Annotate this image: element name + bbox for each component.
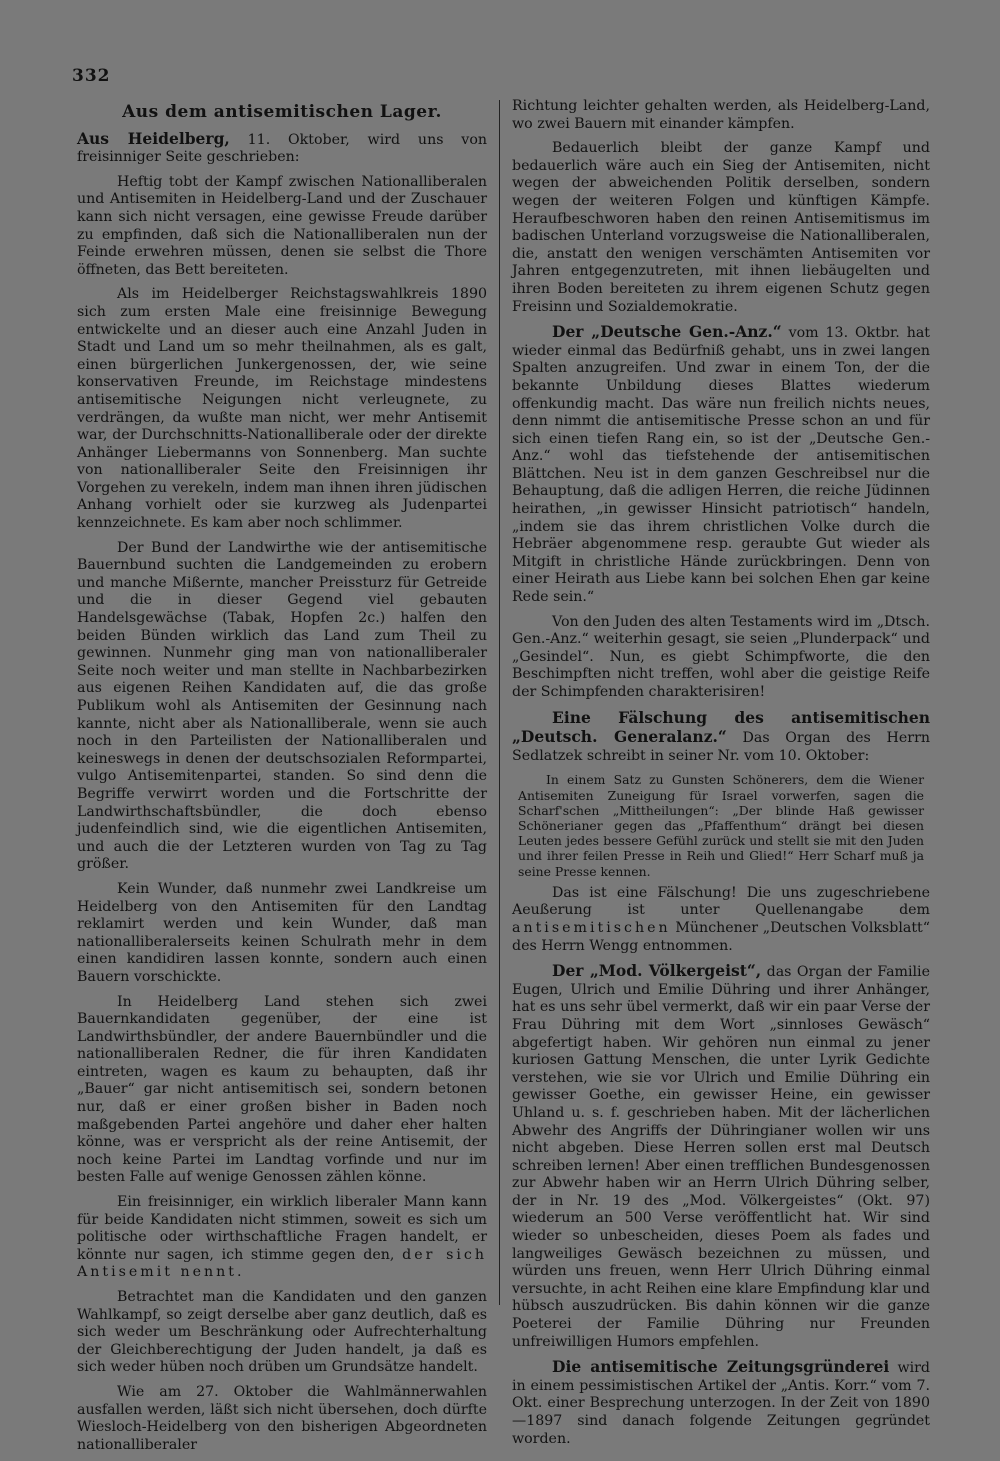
article-voelkergeist — [512, 962, 930, 1351]
column-divider — [499, 100, 500, 1305]
quoted-passage: In einem Satz zu Gunsten Schönerers, dem die Wiener Antisemiten Zuneigung für Israel vorwerfen, sagen die Scharf'schen „Mittheilungen“: „Der blinde Haß gewisser Schönerianer gegen das „Pfaffenthum“ drängt bei diesen Leuten jedes bessere Gefühl zurück und stellt sie mit den Juden und ihrer feilen Presse in Reih und Glied!“ Herr Scharf muß ja seine Presse kennen. — [518, 772, 924, 879]
paragraph-text: 11. Oktober, wird uns von freisinniger Seite geschrieben: — [77, 131, 488, 166]
paragraph: Bedauerlich bleibt der ganze Kampf und bedauerlich wäre auch ein Sieg der Antisemiten, nicht wegen der abweichenden Politik derselben, sondern wegen der weiteren Folgen und künftigen Kämpfe. Heraufbeschworen haben den reinen Antisemitismus im badischen Unterland vorzugsweise die Nationalliberalen, die, anstatt den wenigen verschämten Antisemiten vor Jahren entgegenzutreten, mit ihnen liebäugelten und ihren Boden bereiteten zu ihrem eigenen Schutz gegen Freisinn und Sozialdemokratie. — [512, 140, 930, 315]
paragraph-text: Das Organ des Herrn Sedlatzek schreibt in seiner Nr. vom 10. Oktober: — [512, 730, 930, 764]
left-column — [77, 98, 487, 1461]
paragraph: Heftig tobt der Kampf zwischen Nationalliberalen und Antisemiten in Heidelberg-Land und der Zuschauer kann sich nicht versagen, eine gewisse Freude darüber zu empfinden, daß sich die Nationalliberalen nun der Feinde erwehren müssen, denen sie selbst die Thore öffneten, das Bett bereiteten. — [77, 173, 487, 278]
paragraph-text: wird in einem pessimistischen Artikel der „Antis. Korr.“ vom 7. Okt. einer Besprechung unterzogen. In der Zeit von 1890—1897 sind danach folgende Zeitungen gegründet worden. — [512, 1360, 930, 1447]
paragraph: In Heidelberg Land stehen sich zwei Bauernkandidaten gegenüber, der eine ist Landwirthsbündler, der andere Bauernbündler und die nationalliberalen Redner, die für ihren Kandidaten eintreten, wagen es kaum zu behaupten, daß ihr „Bauer“ gar nicht antisemitisch sei, sondern betonen nur, daß er einer großen bisher in Baden noch maßgebenden Partei angehöre und daher eher halten könne, was er verspricht als der reine Antisemit, der noch keine Partei im Landtag vorfinde und nur im besten Falle auf wenige Genossen zählen könne. — [77, 993, 487, 1186]
right-column — [512, 98, 930, 1455]
paragraph: Als im Heidelberger Reichstagswahlkreis 1890 sich zum ersten Male eine freisinnige Bewegung entwickelte und an dieser auch eine Anzahl Juden in Stadt und Land um so mehr theilnahmen, als es galt, einen bürgerlichen Junkergenossen, der, wie seine konservativen Freunde, im Reichstage mindestens antisemitische Neigungen nicht verleugnete, zu verdrängen, da wußte man nicht, wer mehr Antisemit war, der Durchschnitts-Nationalliberale oder der direkte Anhänger Liebermanns von Sonnenberg. Man suchte von nationalliberaler Seite den Freisinnigen ihr Vorgehen zu verekeln, indem man ihnen ihren jüdischen Anhang vorhielt oder sie kurzweg als Judenpartei kennzeichnete. Es kam aber noch schlimmer. — [77, 286, 487, 532]
article-heading: Der „Mod. Völkergeist“, — [552, 961, 762, 981]
paragraph-text: vom 13. Oktbr. hat wieder einmal das Bedürfniß gehabt, uns in zwei langen Spalten anzugreifen. Und zwar in einem Ton, der die bekannte Unbildung dieses Blattes wiederum offenkundig macht. Das wäre nun freilich nichts neues, denn nimmt die antisemitische Presse schon an und für sich einen tiefen Rang ein, so ist der „Deutsche Gen.-Anz.“ wohl das tiefstehende der antisemitischen Blättchen. Neu ist in dem ganzen Geschreibsel nur die Behauptung, daß die adligen Herren, die reiche Jüdinnen heirathen, „in gewisser Hinsicht patriotisch“ handeln, „indem sie das ihrem christlichen Volke durch die Hebräer abgenommene resp. geraubte Gut wieder als Mitgift in christliche Hände zurückbringen. Denn von einer Heirath aus Liebe kann bei solchen Ehen gar keine Rede sein.“ — [512, 325, 930, 606]
paragraph: Der Bund der Landwirthe wie der antisemitische Bauernbund suchten die Landgemeinden zu erobern und manche Mißernte, mancher Preissturz für Getreide und die in dieser Gegend viel gebauten Handelsgewächse (Tabak, Hopfen 2c.) halfen den beiden Bünden wirklich das Land zum Theil zu gewinnen. Nunmehr ging man von nationalliberaler Seite noch weiter und man stellte in Nachbarbezirken aus eigenen Reihen Kandidaten auf, die das große Publikum wohl als Antisemiten der Gesinnung nach kannte, nicht aber als Nationalliberale, wenn sie auch noch in den Parteilisten der Nationalliberalen und keineswegs in denen der deutschsozialen Reformpartei, vulgo Antisemitenpartei, standen. So sind denn die Begriffe verwirrt worden und die Fortschritte der Landwirthschaftsbündler, die doch ebenso judenfeindlich sind, wie die eigentlichen Antisemiten, und auch die der Letzteren wurden von Tag zu Tag größer. — [77, 539, 487, 873]
article-gen-anz — [512, 323, 930, 607]
paragraph: Kein Wunder, daß nunmehr zwei Landkreise um Heidelberg von den Antisemiten für den Landtag reklamirt werden und kein Wunder, daß man nationalliberalerseits keinen Schulrath mehr in dem einen kandidiren lassen konnte, sondern auch einen Bauern vorschickte. — [77, 880, 487, 985]
paragraph: Von den Juden des alten Testaments wird im „Dtsch. Gen.-Anz.“ weiterhin gesagt, sie seien „Plunderpack“ und „Gesindel“. Nun, es giebt Schimpfworte, die den Beschimpften nicht treffen, wohl aber die geistige Reife der Schimpfenden charakterisiren! — [512, 613, 930, 700]
section-title: Aus dem antisemitischen Lager. — [122, 102, 442, 122]
paragraph-text: Münchener „Deutschen Volksblatt“ des Herrn Wengg entnommen. — [512, 919, 930, 954]
paragraph-text: Das ist eine Fälschung! Die uns zugeschriebene Aeußerung ist unter Quellenangabe dem — [512, 884, 930, 919]
paragraph: Wie am 27. Oktober die Wahlmännerwahlen ausfallen werden, läßt sich nicht übersehen, doch dürfte Wiesloch-Heidelberg von den bisherigen Abgeordneten nationalliberaler — [77, 1383, 487, 1453]
paragraph — [77, 1194, 487, 1282]
paragraph — [512, 885, 930, 955]
article-heading: Der „Deutsche Gen.-Anz.“ — [552, 322, 782, 342]
article-heading: Eine Fälschung des antisemitischen „Deutsch. Generalanz.“ — [512, 707, 930, 747]
article-heading: Die antisemitische Zeitungsgründerei — [552, 1357, 890, 1377]
article-heidelberg-lead — [77, 130, 487, 167]
paragraph: Richtung leichter gehalten werden, als Heidelberg-Land, wo zwei Bauern mit einander kämpfen. — [512, 98, 930, 132]
paragraph-text: Ein freisinniger, ein wirklich liberaler Mann kann für beide Kandidaten nicht stimmen, soweit es sich um politische oder wirthschaftliche Fragen handelt, er könnte nur sagen, ich stimme gegen den, — [77, 1194, 487, 1263]
page-number: 332 — [72, 66, 111, 86]
spaced-emphasis: antisemitischen — [512, 919, 671, 936]
article-faelschung — [512, 709, 930, 766]
paragraph-text: das Organ der Familie Eugen, Ulrich und Emilie Dühring und ihrer Anhänger, hat es uns sehr übel vermerkt, daß wir ein paar Verse der Frau Dühring mit dem Wort „sinnloses Gewäsch“ abgefertigt haben. Wir gehören nun einmal zu jener kuriosen Gattung Menschen, die unter Lyrik Gedichte verstehen, wie sie vor Ulrich und Emilie Dühring ein gewisser Goethe, ein gewisser Heine, ein gewisser Uhland u. s. f. geschrieben haben. Mit der lächerlichen Abwehr des Angriffs der Dühringianer wollen wir uns nicht abgeben. Diese Herren sollen erst mal Deutsch schreiben lernen! Aber einen trefflichen Bundesgenossen zur Abwehr haben wir an Herrn Ulrich Dühring selber, der in Nr. 19 des „Mod. Völkergeistes“ (Okt. 97) wiederum an 500 Verse veröffentlicht hat. Wir sind wieder so unbescheiden, dieses Poem als fades und langweiliges Gewäsch bezeichnen zu müssen, und würden uns freuen, wenn Herr Ulrich Dühring einmal versuchte, in acht Reihen eine klare Empfindung klar und hübsch auszudrücken. Bis dahin können wir die ganze Poeterei der Familie Dühring nur Freunden unfreiwilligen Humors empfehlen. — [512, 964, 930, 1350]
article-zeitungsgruenderei — [512, 1358, 930, 1448]
paragraph: Betrachtet man die Kandidaten und den ganzen Wahlkampf, so zeigt derselbe aber ganz deutlich, daß es sich weder um Beschränkung oder Aufrechterhaltung der Gleichberechtigung der Juden handelt, ja daß es sich weder hüben noch drüben um Grundsätze handelt. — [77, 1289, 487, 1376]
article-heading: Aus Heidelberg, — [77, 128, 230, 148]
spaced-emphasis: der sich Antisemit nennt. — [77, 1246, 488, 1281]
